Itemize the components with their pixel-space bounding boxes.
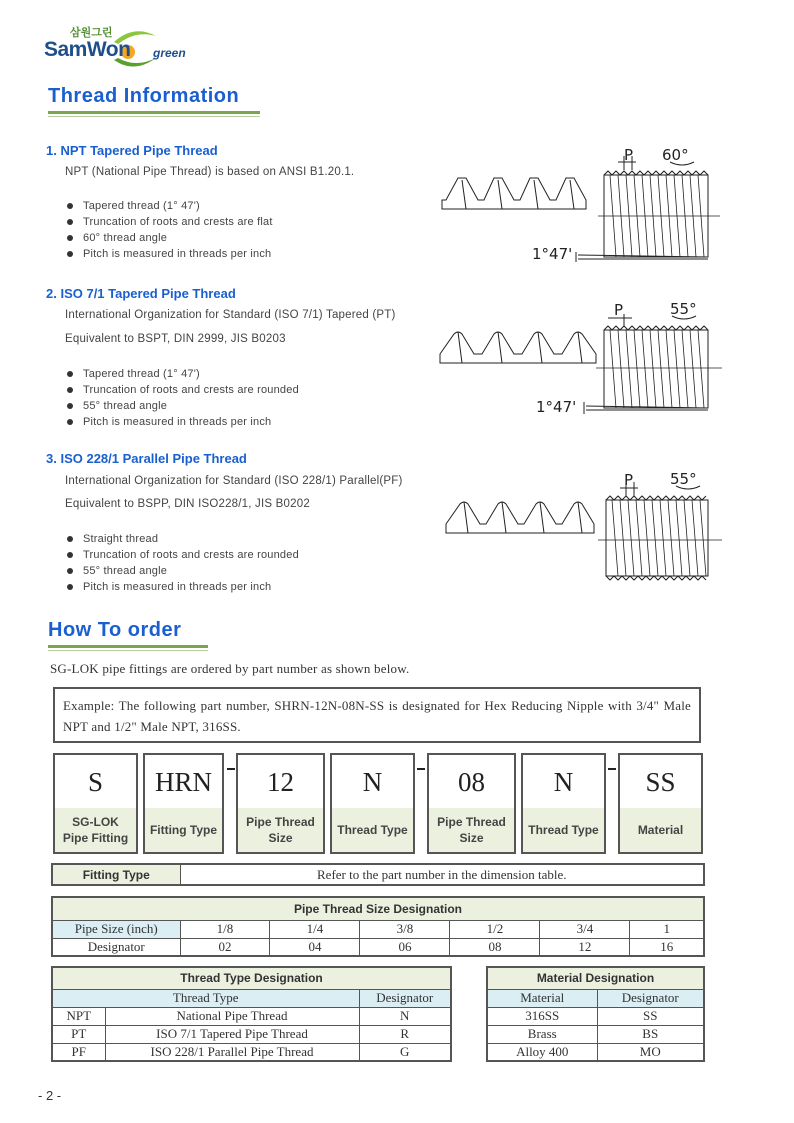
table-row (487, 1043, 704, 1061)
table-cell: 1/4 (270, 920, 360, 938)
list-item: Truncation of roots and crests are rounded (66, 382, 299, 398)
list-item: Tapered thread (1° 47') (66, 198, 273, 214)
part-segment-prefix (53, 753, 138, 854)
list-item: Pitch is measured in threads per inch (66, 246, 273, 262)
pipe-size-table (51, 896, 705, 957)
table-row (487, 1007, 704, 1025)
fitting-type-table (51, 863, 705, 886)
bullet-list-iso228 (66, 531, 299, 595)
table-cell: PF (52, 1043, 105, 1061)
table-cell: ISO 228/1 Parallel Pipe Thread (105, 1043, 359, 1061)
part-label-text: Thread Type (528, 823, 599, 837)
section-title-iso228: 3. ISO 228/1 Parallel Pipe Thread (46, 451, 247, 466)
table-cell: 04 (270, 938, 360, 956)
part-segment-pipe-size-2 (427, 753, 516, 854)
iso7-thread-diagram (438, 290, 738, 420)
list-item: Pitch is measured in threads per inch (66, 579, 299, 595)
table-cell: 1/8 (180, 920, 270, 938)
fitting-type-label: Fitting Type (52, 864, 180, 885)
part-label (523, 808, 604, 852)
part-label-text: SG-LOK Pipe Fitting (62, 815, 129, 845)
pitch-label: P (624, 471, 634, 489)
column-header: Material (487, 989, 597, 1007)
table-cell: 3/8 (360, 920, 450, 938)
order-intro-text: SG-LOK pipe fittings are ordered by part number as shown below. (50, 661, 410, 676)
table-cell: BS (597, 1025, 704, 1043)
thread-information-heading (48, 85, 260, 108)
part-code: N (362, 767, 383, 797)
taper-label: 1°47' (536, 398, 577, 416)
table-cell: 02 (180, 938, 270, 956)
fitting-type-value: Refer to the part number in the dimension table. (180, 864, 704, 885)
table-cell: 3/4 (540, 920, 630, 938)
table-cell: R (359, 1025, 451, 1043)
table-title: Material Designation (487, 967, 704, 989)
part-label (145, 808, 222, 852)
list-item: Tapered thread (1° 47') (66, 366, 299, 382)
table-row (52, 1007, 451, 1025)
table-cell: N (359, 1007, 451, 1025)
table-cell: 1/2 (450, 920, 540, 938)
part-segment-fitting-type (143, 753, 224, 854)
section-title-npt: 1. NPT Tapered Pipe Thread (46, 143, 218, 158)
table-row (52, 1043, 451, 1061)
table-cell: National Pipe Thread (105, 1007, 359, 1025)
list-item: 55° thread angle (66, 563, 299, 579)
logo-suffix-text: green (153, 46, 186, 60)
table-row (52, 1025, 451, 1043)
angle-label: 60° (662, 146, 689, 164)
part-label (332, 808, 413, 852)
section-text: Equivalent to BSPT, DIN 2999, JIS B0203 (65, 333, 286, 345)
separator-dash (608, 768, 616, 770)
table-cell: 12 (540, 938, 630, 956)
table-cell: 16 (630, 938, 704, 956)
part-label-text: Pipe Thread Size (437, 815, 506, 845)
table-title: Pipe Thread Size Designation (52, 897, 704, 920)
section-text: NPT (National Pipe Thread) is based on ANSI B1.20.1. (65, 166, 355, 178)
table-title: Thread Type Designation (52, 967, 451, 989)
table-cell: MO (597, 1043, 704, 1061)
table-cell: Alloy 400 (487, 1043, 597, 1061)
example-box: Example: The following part number, SHRN-12N-08N-SS is designated for Hex Reducing Nipple with 3/4" Male NPT and 1/2" Male NPT, 316SS. (53, 687, 701, 743)
how-to-order-heading (48, 619, 208, 642)
part-label-text: Thread Type (337, 823, 408, 837)
section-text: International Organization for Standard (ISO 7/1) Tapered (PT) (65, 309, 396, 321)
row-header: Pipe Size (inch) (52, 920, 180, 938)
table-cell: 08 (450, 938, 540, 956)
pitch-label: P (614, 301, 624, 319)
part-code: HRN (154, 767, 212, 797)
npt-thread-diagram (438, 140, 738, 270)
iso228-thread-diagram (438, 460, 738, 590)
part-label (620, 808, 701, 852)
part-segment-thread-type-1 (330, 753, 415, 854)
table-cell: NPT (52, 1007, 105, 1025)
table-cell: PT (52, 1025, 105, 1043)
part-code: 08 (458, 767, 485, 797)
angle-label: 55° (670, 300, 697, 318)
part-label (55, 808, 136, 852)
page-number: - 2 - (38, 1088, 62, 1103)
part-segment-thread-type-2 (521, 753, 606, 854)
part-label (429, 808, 514, 852)
list-item: 55° thread angle (66, 398, 299, 414)
thread-type-table (51, 966, 452, 1062)
material-table (486, 966, 705, 1062)
part-label-text: Pipe Thread Size (246, 815, 315, 845)
table-cell: G (359, 1043, 451, 1061)
part-label (238, 808, 323, 852)
angle-label: 55° (670, 470, 697, 488)
section-text: Equivalent to BSPP, DIN ISO228/1, JIS B0202 (65, 498, 310, 510)
table-cell: SS (597, 1007, 704, 1025)
heading-text: Thread Information (48, 85, 240, 107)
table-row (52, 920, 704, 938)
part-segment-material (618, 753, 703, 854)
part-code: S (87, 767, 104, 797)
part-code: SS (645, 767, 676, 797)
heading-underline-light (48, 116, 260, 117)
row-header: Designator (52, 938, 180, 956)
section-title-iso7: 2. ISO 7/1 Tapered Pipe Thread (46, 286, 236, 301)
part-label-text: Material (637, 823, 684, 837)
section-text: International Organization for Standard (ISO 228/1) Parallel(PF) (65, 475, 403, 487)
table-cell: Brass (487, 1025, 597, 1043)
table-row (52, 938, 704, 956)
bullet-list-iso7 (66, 366, 299, 430)
logo-brand-text: SamWon (44, 38, 131, 61)
table-header-row (487, 989, 704, 1007)
column-header: Designator (597, 989, 704, 1007)
separator-dash (417, 768, 425, 770)
separator-dash (227, 768, 235, 770)
part-code: N (553, 767, 574, 797)
part-segment-pipe-size-1 (236, 753, 325, 854)
part-code: 12 (267, 767, 294, 797)
table-cell: ISO 7/1 Tapered Pipe Thread (105, 1025, 359, 1043)
bullet-list-npt (66, 198, 273, 262)
heading-underline (48, 111, 260, 114)
list-item: Pitch is measured in threads per inch (66, 414, 299, 430)
list-item: 60° thread angle (66, 230, 273, 246)
heading-text: How To order (48, 619, 182, 641)
heading-underline (48, 645, 208, 648)
part-label-text: Fitting Type (149, 823, 218, 837)
list-item: Truncation of roots and crests are flat (66, 214, 273, 230)
table-row (487, 1025, 704, 1043)
list-item: Truncation of roots and crests are rounded (66, 547, 299, 563)
taper-label: 1°47' (532, 245, 573, 263)
column-header: Thread Type (52, 989, 359, 1007)
table-cell: 316SS (487, 1007, 597, 1025)
table-header-row (52, 989, 451, 1007)
heading-underline-light (48, 650, 208, 651)
table-cell: 06 (360, 938, 450, 956)
pitch-label: P (624, 146, 634, 164)
company-logo (44, 22, 194, 74)
list-item: Straight thread (66, 531, 299, 547)
table-cell: 1 (630, 920, 704, 938)
column-header: Designator (359, 989, 451, 1007)
logo-korean-text: 삼원그린 (70, 26, 113, 39)
